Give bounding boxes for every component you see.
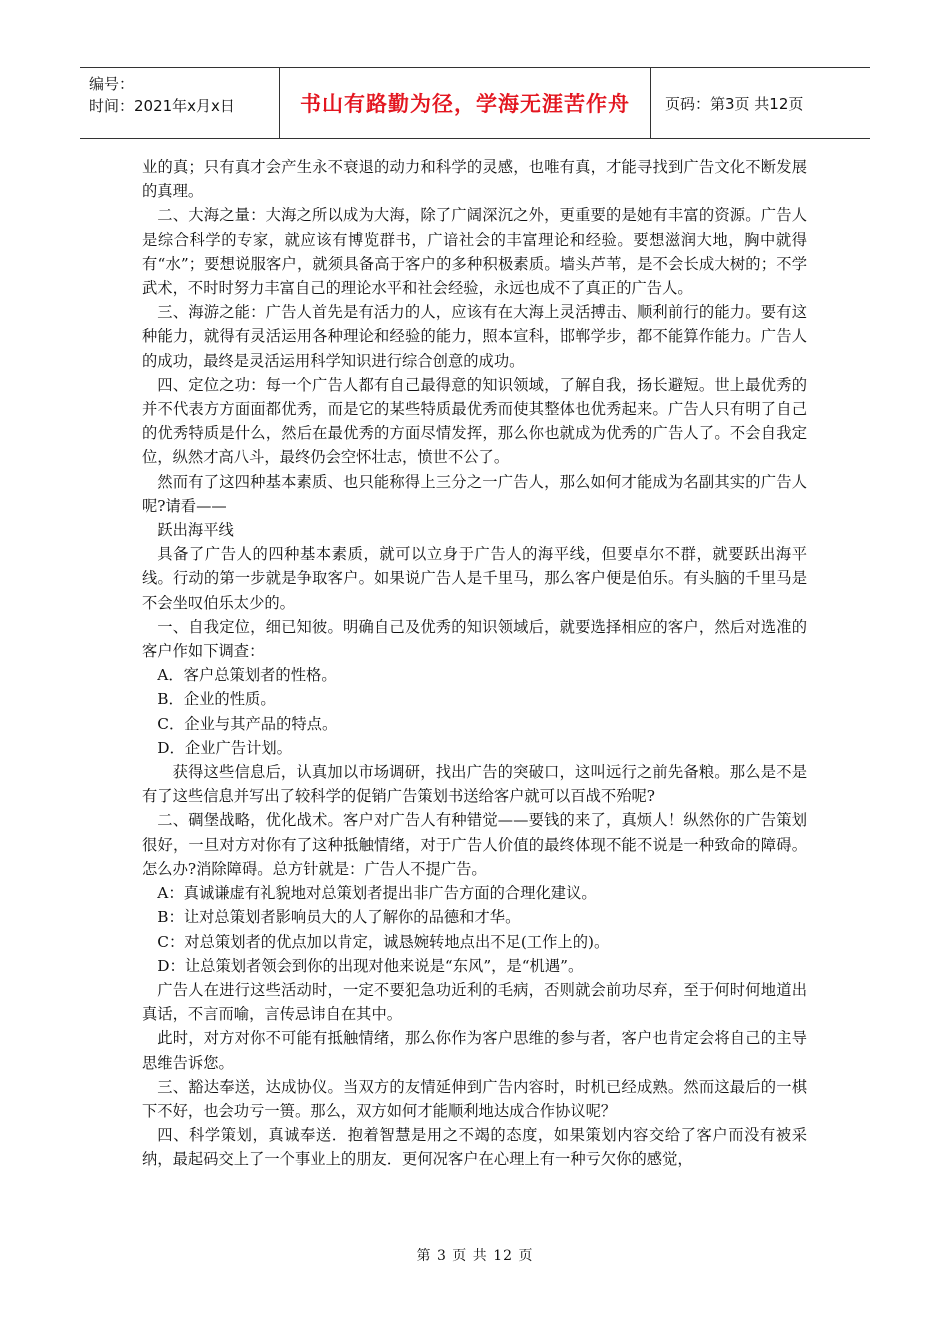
body-paragraph: 二、大海之量：大海之所以成为大海，除了广阔深沉之外，更重要的是她有丰富的资源。广告人是综合科学的专家，就应该有博览群书，广谙社会的丰富理论和经验。要想滋润大地，胸中就得有“水”；要想说服客户，就须具备高于客户的多种积极素质。墙头芦苇，是不会长成大树的；不学武术，不时时努力丰富自己的理论水平和社会经验，永远也成不了真正的广告人。 [142,206,807,298]
body-paragraph: 三、海游之能：广告人首先是有活力的人，应该有在大海上灵活搏击、顺利前行的能力。要有这种能力，就得有灵活运用各种理论和经验的能力，照本宣科，邯郸学步，都不能算作能力。广告人的成功，最终是灵活运用科学知识进行综合创意的成功。 [142,303,807,370]
document-body [142,155,807,1172]
header-number-label: 编号： [89,75,135,93]
body-paragraph: 获得这些信息后，认真加以市场调研，找出广告的突破口，这叫远行之前先备粮。那么是不是有了这些信息并写出了较科学的促销广告策划书送给客户就可以百战不殆呢? [142,763,807,806]
body-paragraph: 跃出海平线 [157,521,234,540]
header-motto: 书山有路勤为径，学海无涯苦作舟 [280,68,651,138]
body-paragraph: 三、豁达奉送，达成协仪。当双方的友情延伸到广告内容时，时机已经成熟。然而这最后的一棋下不好，也会功亏一篑。那么，双方如何才能顺利地达成合作协议呢？ [142,1077,807,1120]
body-paragraph: 一、自我定位，细已知彼。明确自己及优秀的知识领域后，就要选择相应的客户，然后对选准的客户作如下调查： [142,617,807,661]
header-date: 时间：2021年x月x日 [89,97,235,115]
list-item: D：让总策划者领会到你的出现对他来说是“东风”，是“机遇”。 [157,956,584,975]
header-page-info: 页码：第3页 共12页 [665,94,804,113]
list-item: C．企业与其产品的特点。 [157,714,338,733]
body-paragraph: 业的真；只有真才会产生永不衰退的动力和科学的灵感，也唯有真，才能寻找到广告文化不断发展的真理。 [142,158,807,201]
header-meta [80,68,280,138]
body-paragraph: 广告人在进行这些活动时，一定不要犯急功近利的毛病，否则就会前功尽弃，至于何时何地道出真话，不言而喻，言传忌讳自在其中。 [142,980,807,1024]
body-paragraph: 然而有了这四种基本素质、也只能称得上三分之一广告人，那么如何才能成为名副其实的广告人呢?请看—— [142,472,807,515]
body-paragraph: 此时，对方对你不可能有抵触情绪，那么你作为客户思维的参与者，客户也肯定会将自己的主导思维告诉您。 [142,1029,807,1072]
body-paragraph: 四、科学策划，真诚奉送．抱着智慧是用之不竭的态度，如果策划内容交给了客户而没有被采纳，最起码交上了一个事业上的朋友．更何况客户在心理上有一种亏欠你的感觉， [142,1126,807,1169]
list-item: C：对总策划者的优点加以肯定，诚恳婉转地点出不足(工作上的)。 [157,932,610,951]
body-paragraph: 具备了广告人的四种基本素质，就可以立身于广告人的海平线，但要卓尔不群，就要跃出海平线。行动的第一步就是争取客户。如果说广告人是千里马，那么客户便是伯乐。有头脑的千里马是不会坐叹伯乐太少的。 [142,545,807,612]
list-item: A．客户总策划者的性格。 [157,666,337,685]
list-item: B．企业的性质。 [157,690,276,709]
list-item: A：真诚谦虚有礼貌地对总策划者提出非广告方面的合理化建议。 [157,884,597,903]
page-footer: 第 3 页 共 12 页 [416,1248,534,1264]
body-paragraph: 四、定位之功：每一个广告人都有自己最得意的知识领域，了解自我，扬长避短。世上最优秀的并不代表方方面面都优秀，而是它的某些特质最优秀而使其整体也优秀起来。广告人只有明了自己的优秀特质是什么，然后在最优秀的方面尽情发挥，那么你也就成为优秀的广告人了。不会自我定位，纵然才高八斗，最终仍会空怀壮志，愤世不公了。 [142,375,807,467]
list-item: D．企业广告计划。 [157,738,292,757]
page-header [80,67,870,139]
body-paragraph: 二、碉堡战略，优化战术。客户对广告人有种错觉——要钱的来了，真烦人！纵然你的广告策划很好，一旦对方对你有了这种抵触情绪，对于广告人价值的最终体现不能不说是一种致命的障碍。怎么办?消除障碍。总方针就是：广告人不提广告。 [142,811,807,878]
list-item: B：让对总策划者影响员大的人了解你的品德和才华。 [157,908,521,927]
